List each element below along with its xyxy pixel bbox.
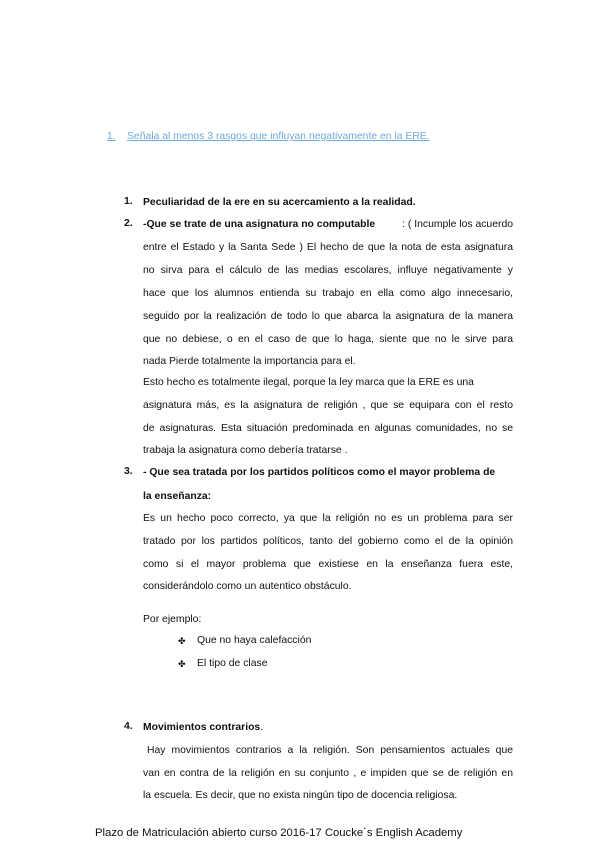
item-2-line-10: trabaja la asignatura como debería tratarse . — [143, 445, 348, 456]
diamond-bullet-icon: ✤ — [178, 659, 186, 669]
item-3-line-2: como si el mayor problema que existiese en la enseñanza fuera este, — [143, 559, 513, 570]
item-4-title-suffix: . — [260, 722, 264, 733]
item-3-number: 3. — [124, 466, 133, 477]
item-2-line-4: seguido por la realización de todo lo que abarca la asignatura de la manera — [143, 311, 513, 322]
item-2-line-2: no sirva para el cálculo de las medias escolares, influye negativamente y — [143, 265, 513, 276]
item-3-line-1: tratado por los partidos políticos, tanto del gobierno como el de la opinión — [143, 536, 513, 547]
item-2-line-9: de asignaturas. Esta situación predominada en algunas comunidades, no se — [143, 423, 513, 434]
item-3-title-line-0: - Que sea tratada por los partidos políticos como el mayor problema de — [143, 467, 496, 478]
item-2-line-3: hace que los alumnos entienda su trabajo en ella como algo innecesario, — [143, 288, 513, 299]
item-2-first-line — [143, 218, 513, 232]
item-2-line-7: Esto hecho es totalmente ilegal, porque la ley marca que la ERE es una — [143, 377, 474, 388]
item-4-title: Movimientos contrarios — [143, 722, 261, 733]
question-number: 1. — [107, 131, 116, 142]
item-4-title-line — [143, 721, 263, 735]
item-4-number: 4. — [124, 721, 133, 732]
item-2-line-5: que no debiese, o en el caso de que lo haga, siente que no le sirve para — [143, 334, 513, 345]
item-2-line-8: asignatura más, es la asignatura de religión , que se equipara con el resto — [143, 400, 513, 411]
item-2-title: -Que se trate de una asignatura no computable — [143, 219, 376, 230]
example-label: Por ejemplo: — [143, 614, 202, 625]
item-3-line-0: Es un hecho poco correcto, ya que la religión no es un problema para ser — [143, 513, 513, 524]
item-3-line-3: considerándolo como un autentico obstáculo. — [143, 581, 352, 592]
item-3-title-line-1: la enseñanza: — [143, 491, 212, 502]
item-1-title: Peculiaridad de la ere en su acercamiento a la realidad. — [143, 197, 416, 208]
bullet-item-2: El tipo de clase — [197, 658, 268, 669]
item-2-line-6: nada Pierde totalmente la importancia para el. — [143, 356, 356, 367]
item-1-number: 1. — [124, 196, 133, 207]
item-4-line-1: van en contra de la religión en su conjunto , e impiden que se de religión en — [143, 768, 513, 779]
item-4-line-0: Hay movimientos contrarios a la religión. Son pensamientos actuales que — [147, 745, 513, 756]
item-4-line-2: la escuela. Es decir, que no exista ningún tipo de docencia religiosa. — [143, 790, 458, 801]
question-heading: Señala al menos 3 rasgos que influyan negativamente en la ERE. — [127, 131, 430, 142]
bullet-item-1: Que no haya calefacción — [197, 635, 312, 646]
item-2-line-0: : ( Incumple los acuerdo — [402, 219, 513, 230]
item-2-number: 2. — [124, 218, 133, 229]
diamond-bullet-icon: ✤ — [178, 636, 186, 646]
item-2-line-1: entre el Estado y la Santa Sede ) El hecho de que la nota de esta asignatura — [143, 242, 513, 253]
page-footer: Plazo de Matriculación abierto curso 2016-17 Coucke´s English Academy — [95, 827, 463, 839]
